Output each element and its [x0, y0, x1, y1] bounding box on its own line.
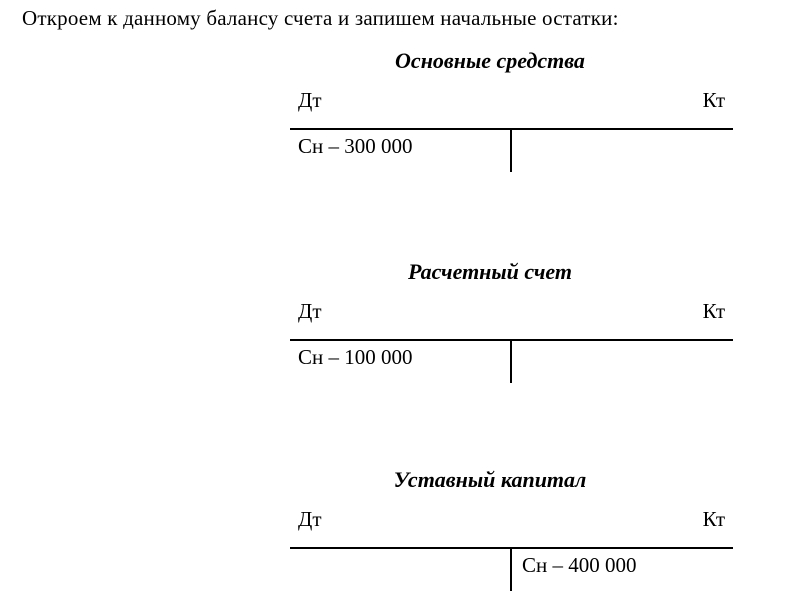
credit-label: Кт — [702, 507, 725, 531]
t-account-vertical-line — [510, 549, 512, 591]
credit-balance: Сн – 400 000 — [522, 553, 637, 577]
account-title: Расчетный счет — [407, 259, 573, 284]
t-account-vertical-line — [510, 130, 512, 172]
debit-label: Дт — [298, 88, 322, 112]
t-account-vertical-line — [510, 341, 512, 383]
debit-label: Дт — [298, 299, 322, 323]
t-account-fixed-assets — [290, 48, 733, 188]
t-account-settlement — [290, 259, 733, 399]
credit-label: Кт — [702, 299, 725, 323]
debit-label: Дт — [298, 507, 322, 531]
intro-text: Откроем к данному балансу счета и запишем начальные остатки: — [22, 6, 619, 30]
debit-balance: Сн – 100 000 — [298, 345, 413, 369]
t-account-authorized-capital — [290, 467, 733, 607]
credit-label: Кт — [702, 88, 725, 112]
account-title: Уставный капитал — [393, 467, 587, 492]
account-title: Основные средства — [395, 48, 585, 73]
debit-balance: Сн – 300 000 — [298, 134, 413, 158]
